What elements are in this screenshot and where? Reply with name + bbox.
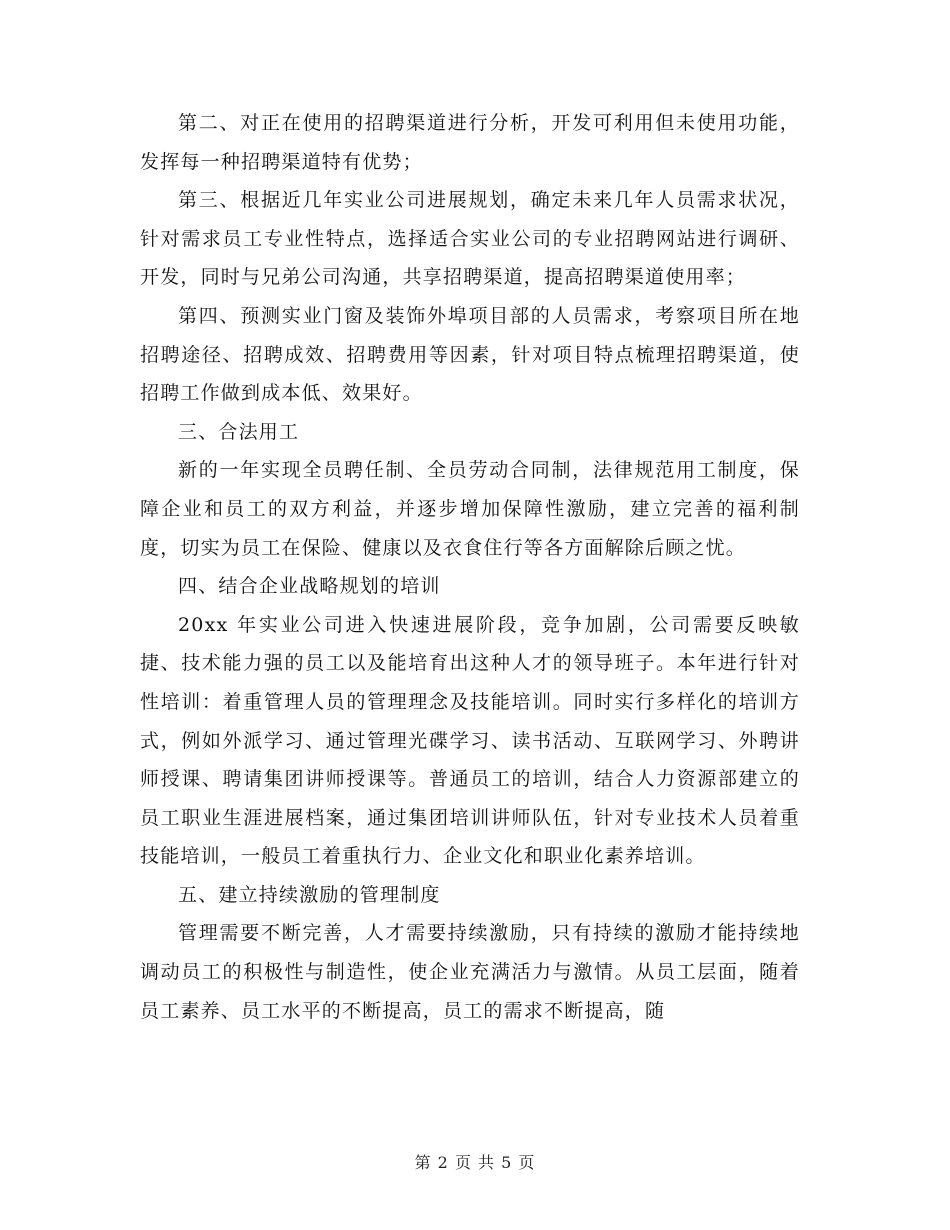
page-number-footer: 第 2 页 共 5 页 bbox=[414, 1153, 536, 1172]
section-heading-legal-employment: 三、合法用工 bbox=[178, 420, 300, 443]
section-heading-incentive: 五、建立持续激励的管理制度 bbox=[178, 883, 441, 906]
paragraph-recruit-channel-analysis: 第二、对正在使用的招聘渠道进行分析，开发可利用但未使用功能，发挥每一种招聘渠道特有优势； bbox=[140, 112, 800, 173]
document-body bbox=[140, 104, 800, 1030]
paragraph-project-staffing: 第四、预测实业门窗及装饰外埠项目部的人员需求，考察项目所在地招聘途径、招聘成效、招聘费用等因素，针对项目特点梳理招聘渠道，使招聘工作做到成本低、效果好。 bbox=[140, 304, 800, 405]
paragraph-incentive: 管理需要不断完善，人才需要持续激励，只有持续的激励才能持续地调动员工的积极性与制造性，使企业充满活力与激情。从员工层面，随着员工素养、员工水平的不断提高，员工的需求不断提高，随 bbox=[140, 922, 800, 1022]
paragraph-training: 20xx 年实业公司进入快速进展阶段，竞争加剧，公司需要反映敏捷、技术能力强的员工以及能培育出这种人才的领导班子。本年进行针对性培训：着重管理人员的管理理念及技能培训。同时实行多样化的培训方式，例如外派学习、通过管理光碟学习、读书活动、互联网学习、外聘讲师授课、聘请集团讲师授课等。普通员工的培训，结合人力资源部建立的员工职业生涯进展档案，通过集团培训讲师队伍，针对专业技术人员着重技能培训，一般员工着重执行力、企业文化和职业化素养培训。 bbox=[140, 613, 800, 868]
paragraph-legal-employment: 新的一年实现全员聘任制、全员劳动合同制，法律规范用工制度，保障企业和员工的双方利益，并逐步增加保障性激励，建立完善的福利制度，切实为员工在保险、健康以及衣食住行等各方面解除后顾之忧。 bbox=[140, 459, 800, 559]
paragraph-recruit-planning: 第三、根据近几年实业公司进展规划，确定未来几年人员需求状况，针对需求员工专业性特点，选择适合实业公司的专业招聘网站进行调研、开发，同时与兄弟公司沟通，共享招聘渠道，提高招聘渠道使用率； bbox=[140, 189, 800, 289]
section-heading-training: 四、结合企业战略规划的培训 bbox=[178, 575, 441, 598]
